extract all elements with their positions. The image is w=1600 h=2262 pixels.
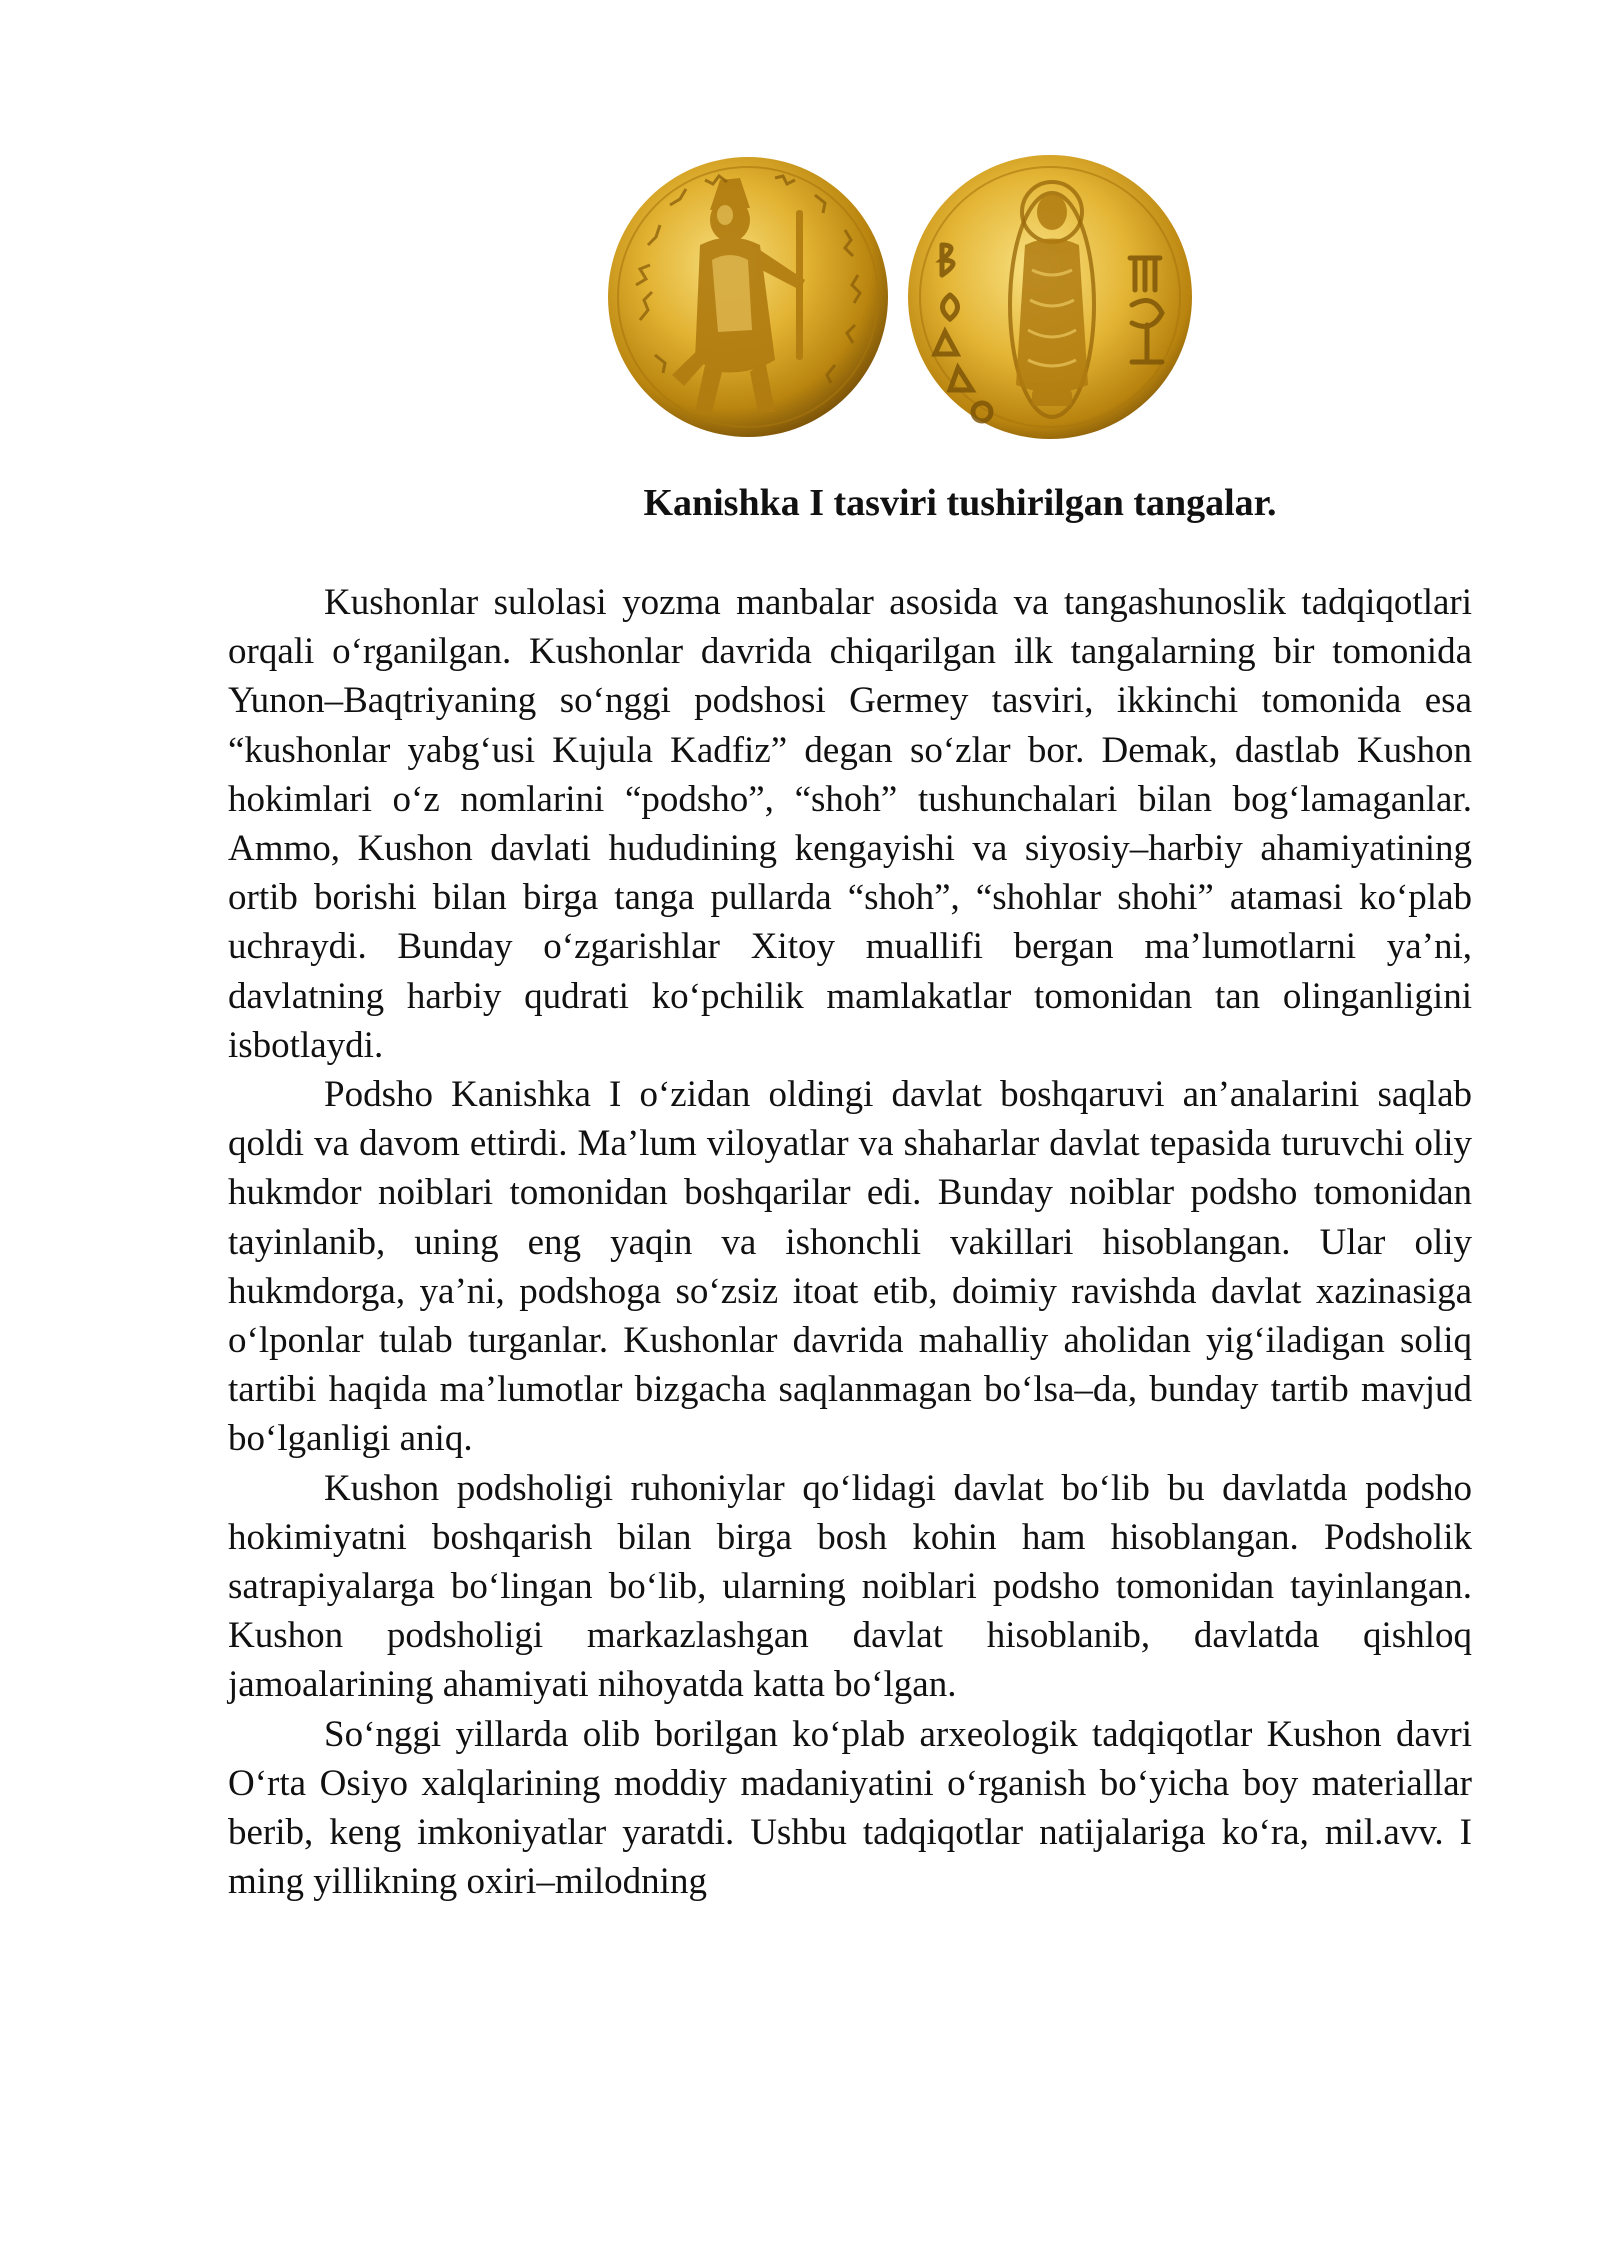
kanishka-coins-figure — [600, 150, 1200, 450]
paragraph-4: Soʻnggi yillarda olib borilgan koʻplab arxeologik tadqiqotlar Kushon davri Oʻrta Osiyo xalqlarining moddiy madaniyatini oʻrganish boʻyicha boy materiallar berib, keng imkoniyatlar yaratdi. Ushbu tadqiqotlar natijalariga koʻra, mil.avv. I ming yillikning oxiri–milodning — [228, 1713, 1472, 1903]
paragraph-2: Podsho Kanishka I oʻzidan oldingi davlat boshqaruvi anʼanalarini saqlab qoldi va davom ettirdi. Maʼlum viloyatlar va shaharlar davlat tepasida turuvchi oliy hukmdor noiblari tomonidan boshqarilar edi. Bunday noiblar podsho tomonidan tayinlanib, uning eng yaqin va ishonchli vakillari hisoblangan. Ular oliy hukmdorga, yaʼni, podshoga soʻzsiz itoat etib, doimiy ravishda davlat xazinasiga oʻlponlar tulab turganlar. Kushonlar davrida mahalliy aholidan yigʻiladigan soliq tartibi haqida maʼlumotlar bizgacha saqlanmagan boʻlsa–da, bunday tartib mavjud boʻlganligi aniq. — [228, 1074, 1472, 1460]
reverse-coin — [908, 155, 1192, 439]
paragraph-1: Kushonlar sulolasi yozma manbalar asosida va tangashunoslik tadqiqotlari orqali oʻrganilgan. Kushonlar davrida chiqarilgan ilk tangalarning bir tomonida Yunon–Baqtriyaning soʻnggi podshosi Germey tasviri, ikkinchi tomonida esa “kushonlar yabgʻusi Kujula Kadfiz” degan soʻzlar bor. Demak, dastlab Kushon hokimlari oʻz nomlarini “podsho”, “shoh” tushunchalari bilan bogʻlamaganlar. Ammo, Kushon davlati hududining kengayishi va siyosiy–harbiy ahamiyatining ortib borishi bilan birga tanga pullarda “shoh”, “shohlar shohi” atamasi koʻplab uchraydi. Bunday oʻzgarishlar Xitoy muallifi bergan maʼlumotlarni yaʼni, davlatning harbiy qudrati koʻpchilik mamlakatlar tomonidan tan olinganligini isbotlaydi. — [228, 582, 1472, 1066]
figure-caption: Kanishka I tasviri tushirilgan tangalar. — [643, 482, 1277, 524]
obverse-coin — [608, 157, 888, 437]
paragraph-3: Kushon podsholigi ruhoniylar qoʻlidagi davlat boʻlib bu davlatda podsho hokimiyatni boshqarish bilan birga bosh kohin ham hisoblangan. Podsholik satrapiyalarga boʻlingan boʻlib, ularning noiblari podsho tomonidan tayinlangan. Kushon podsholigi markazlashgan davlat hisoblanib, davlatda qishloq jamoalarining ahamiyati nihoyatda katta boʻlgan. — [228, 1467, 1472, 1706]
article-body — [228, 578, 1472, 1906]
